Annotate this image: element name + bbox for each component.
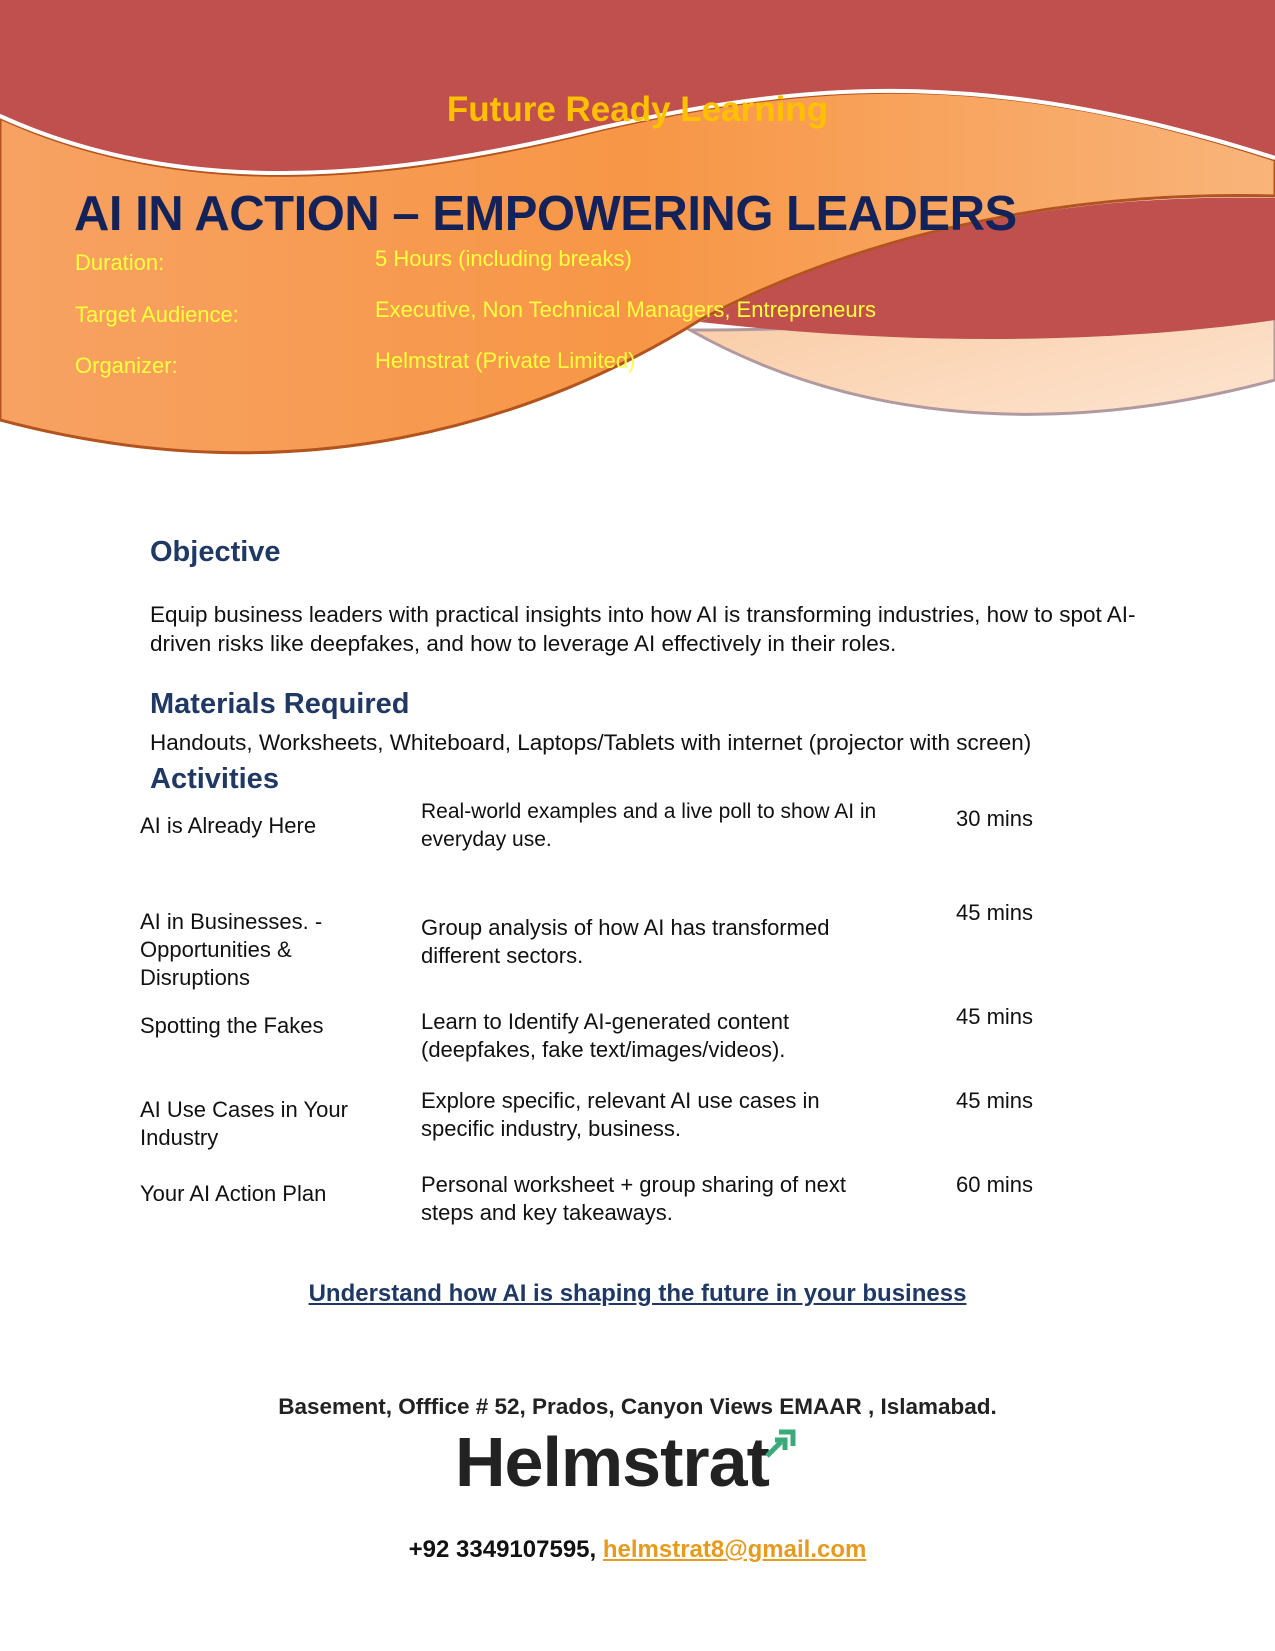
activity-name <box>140 1180 390 1208</box>
activity-name <box>140 812 390 840</box>
phone-number: +92 3349107595, <box>408 1536 597 1563</box>
logo-wordmark: Helmstrat <box>455 1423 769 1501</box>
activity-description <box>421 914 901 970</box>
activity-desc-line: (deepfakes, fake text/images/videos). <box>421 1037 786 1062</box>
activity-desc-line: Explore specific, relevant AI use cases in <box>421 1088 820 1113</box>
activity-name-line: AI is Already Here <box>140 813 317 838</box>
activity-name-line: AI Use Cases in Your <box>140 1097 348 1122</box>
activity-duration: 45 mins <box>956 1088 1034 1113</box>
activity-desc-line: steps and key takeaways. <box>421 1200 673 1225</box>
activity-name <box>140 1096 390 1152</box>
activity-desc-line: specific industry, business. <box>421 1116 682 1141</box>
activity-name-line: Opportunities & <box>140 937 292 962</box>
activities-heading: Activities <box>150 763 279 795</box>
activity-name <box>140 908 390 992</box>
objective-heading: Objective <box>150 536 281 568</box>
activity-description <box>421 1087 901 1143</box>
page-title: AI IN ACTION – EMPOWERING LEADERS <box>74 187 1017 241</box>
audience-value: Executive, Non Technical Managers, Entrepreneurs <box>375 297 876 322</box>
activity-desc-line: everyday use. <box>421 828 552 851</box>
arrow-up-right-icon <box>761 1426 797 1462</box>
duration-value: 5 Hours (including breaks) <box>375 246 632 271</box>
audience-label: Target Audience: <box>75 302 239 327</box>
address: Basement, Offfice # 52, Prados, Canyon Views EMAAR , Islamabad. <box>278 1394 997 1419</box>
activity-name <box>140 1012 390 1040</box>
tagline <box>0 1280 1275 1308</box>
activity-name-line: AI in Businesses. - <box>140 909 323 934</box>
activity-name-line: Industry <box>140 1125 219 1150</box>
activity-description <box>421 1171 901 1227</box>
activity-name-line: Disruptions <box>140 965 251 990</box>
contact-line <box>0 1536 1275 1564</box>
activity-desc-line: Personal worksheet + group sharing of next <box>421 1172 846 1197</box>
activity-duration: 45 mins <box>956 900 1034 925</box>
organizer-label: Organizer: <box>75 353 178 378</box>
activity-name-line: Spotting the Fakes <box>140 1013 324 1038</box>
activity-description <box>421 798 901 854</box>
activity-name-line: Your AI Action Plan <box>140 1181 327 1206</box>
objective-line: Equip business leaders with practical insights into how AI is transforming industries, how to spot AI- <box>150 602 1136 627</box>
helmstrat-logo <box>455 1422 795 1502</box>
tagline-link[interactable]: Understand how AI is shaping the future in your business <box>308 1280 967 1307</box>
duration-label: Duration: <box>75 250 165 275</box>
activity-desc-line: Group analysis of how AI has transformed <box>421 915 830 940</box>
activity-duration: 45 mins <box>956 1004 1034 1029</box>
brand-title: Future Ready Learning <box>446 90 829 129</box>
activity-desc-line: Learn to Identify AI-generated content <box>421 1009 790 1034</box>
activity-desc-line: different sectors. <box>421 943 584 968</box>
activity-description <box>421 1008 901 1064</box>
objective-text <box>150 600 1205 658</box>
activity-duration: 60 mins <box>956 1172 1034 1197</box>
materials-text: Handouts, Worksheets, Whiteboard, Laptops/Tablets with internet (projector with screen) <box>150 730 1032 755</box>
activity-desc-line: Real-world examples and a live poll to show AI in <box>421 800 877 823</box>
activity-duration: 30 mins <box>956 806 1034 831</box>
objective-line: driven risks like deepfakes, and how to leverage AI effectively in their roles. <box>150 631 897 656</box>
organizer-value: Helmstrat (Private Limited) <box>375 348 636 373</box>
email-link[interactable]: helmstrat8@gmail.com <box>602 1536 867 1563</box>
materials-heading: Materials Required <box>150 688 410 720</box>
